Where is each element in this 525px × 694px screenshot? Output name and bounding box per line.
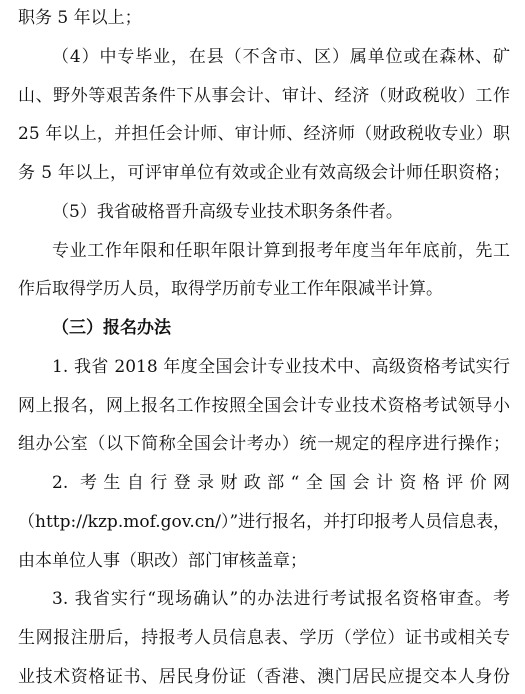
text-line-16: 3. 我省实行“现场确认”的办法进行考试报名资格审查。考: [52, 589, 510, 609]
text-line-18: 业技术资格证书、居民身份证（香港、澳门居民应提交本人身份: [18, 667, 510, 687]
text-line-3: 山、野外等艰苦条件下从事会计、审计、经济（财政税收）工作: [18, 86, 510, 106]
text-line-14: （http://kzp.mof.gov.cn/）”进行报名，并打印报考人员信息表，: [18, 512, 510, 532]
text-line-11: 网上报名，网上报名工作按照全国会计专业技术资格考试领导小: [18, 396, 510, 416]
text-line-8: 作后取得学历人员，取得学历前专业工作年限减半计算。: [18, 279, 443, 299]
section-heading: （三）报名办法: [52, 318, 171, 338]
text-line-2: （4）中专毕业，在县（不含市、区）属单位或在森林、矿: [52, 47, 510, 67]
text-line-15: 由本单位人事（职改）部门审核盖章；: [18, 551, 307, 571]
text-line-4: 25 年以上，并担任会计师、审计师、经济师（财政税收专业）职: [18, 124, 510, 144]
text-line-17: 生网报注册后，持报考人员信息表、学历（学位）证书或相关专: [18, 628, 510, 648]
text-line-12: 组办公室（以下简称全国会计考办）统一规定的程序进行操作；: [18, 434, 510, 454]
text-line-6: （5）我省破格晋升高级专业技术职务条件者。: [52, 202, 403, 222]
text-line-13: 2. 考生自行登录财政部“全国会计资格评价网: [52, 473, 510, 493]
text-line-10: 1. 我省 2018 年度全国会计专业技术中、高级资格考试实行: [52, 357, 510, 377]
text-line-5: 务 5 年以上，可评审单位有效或企业有效高级会计师任职资格；: [18, 163, 510, 183]
text-line-7: 专业工作年限和任职年限计算到报考年度当年年底前，先工: [52, 241, 510, 261]
text-line-1: 职务 5 年以上；: [18, 8, 142, 28]
